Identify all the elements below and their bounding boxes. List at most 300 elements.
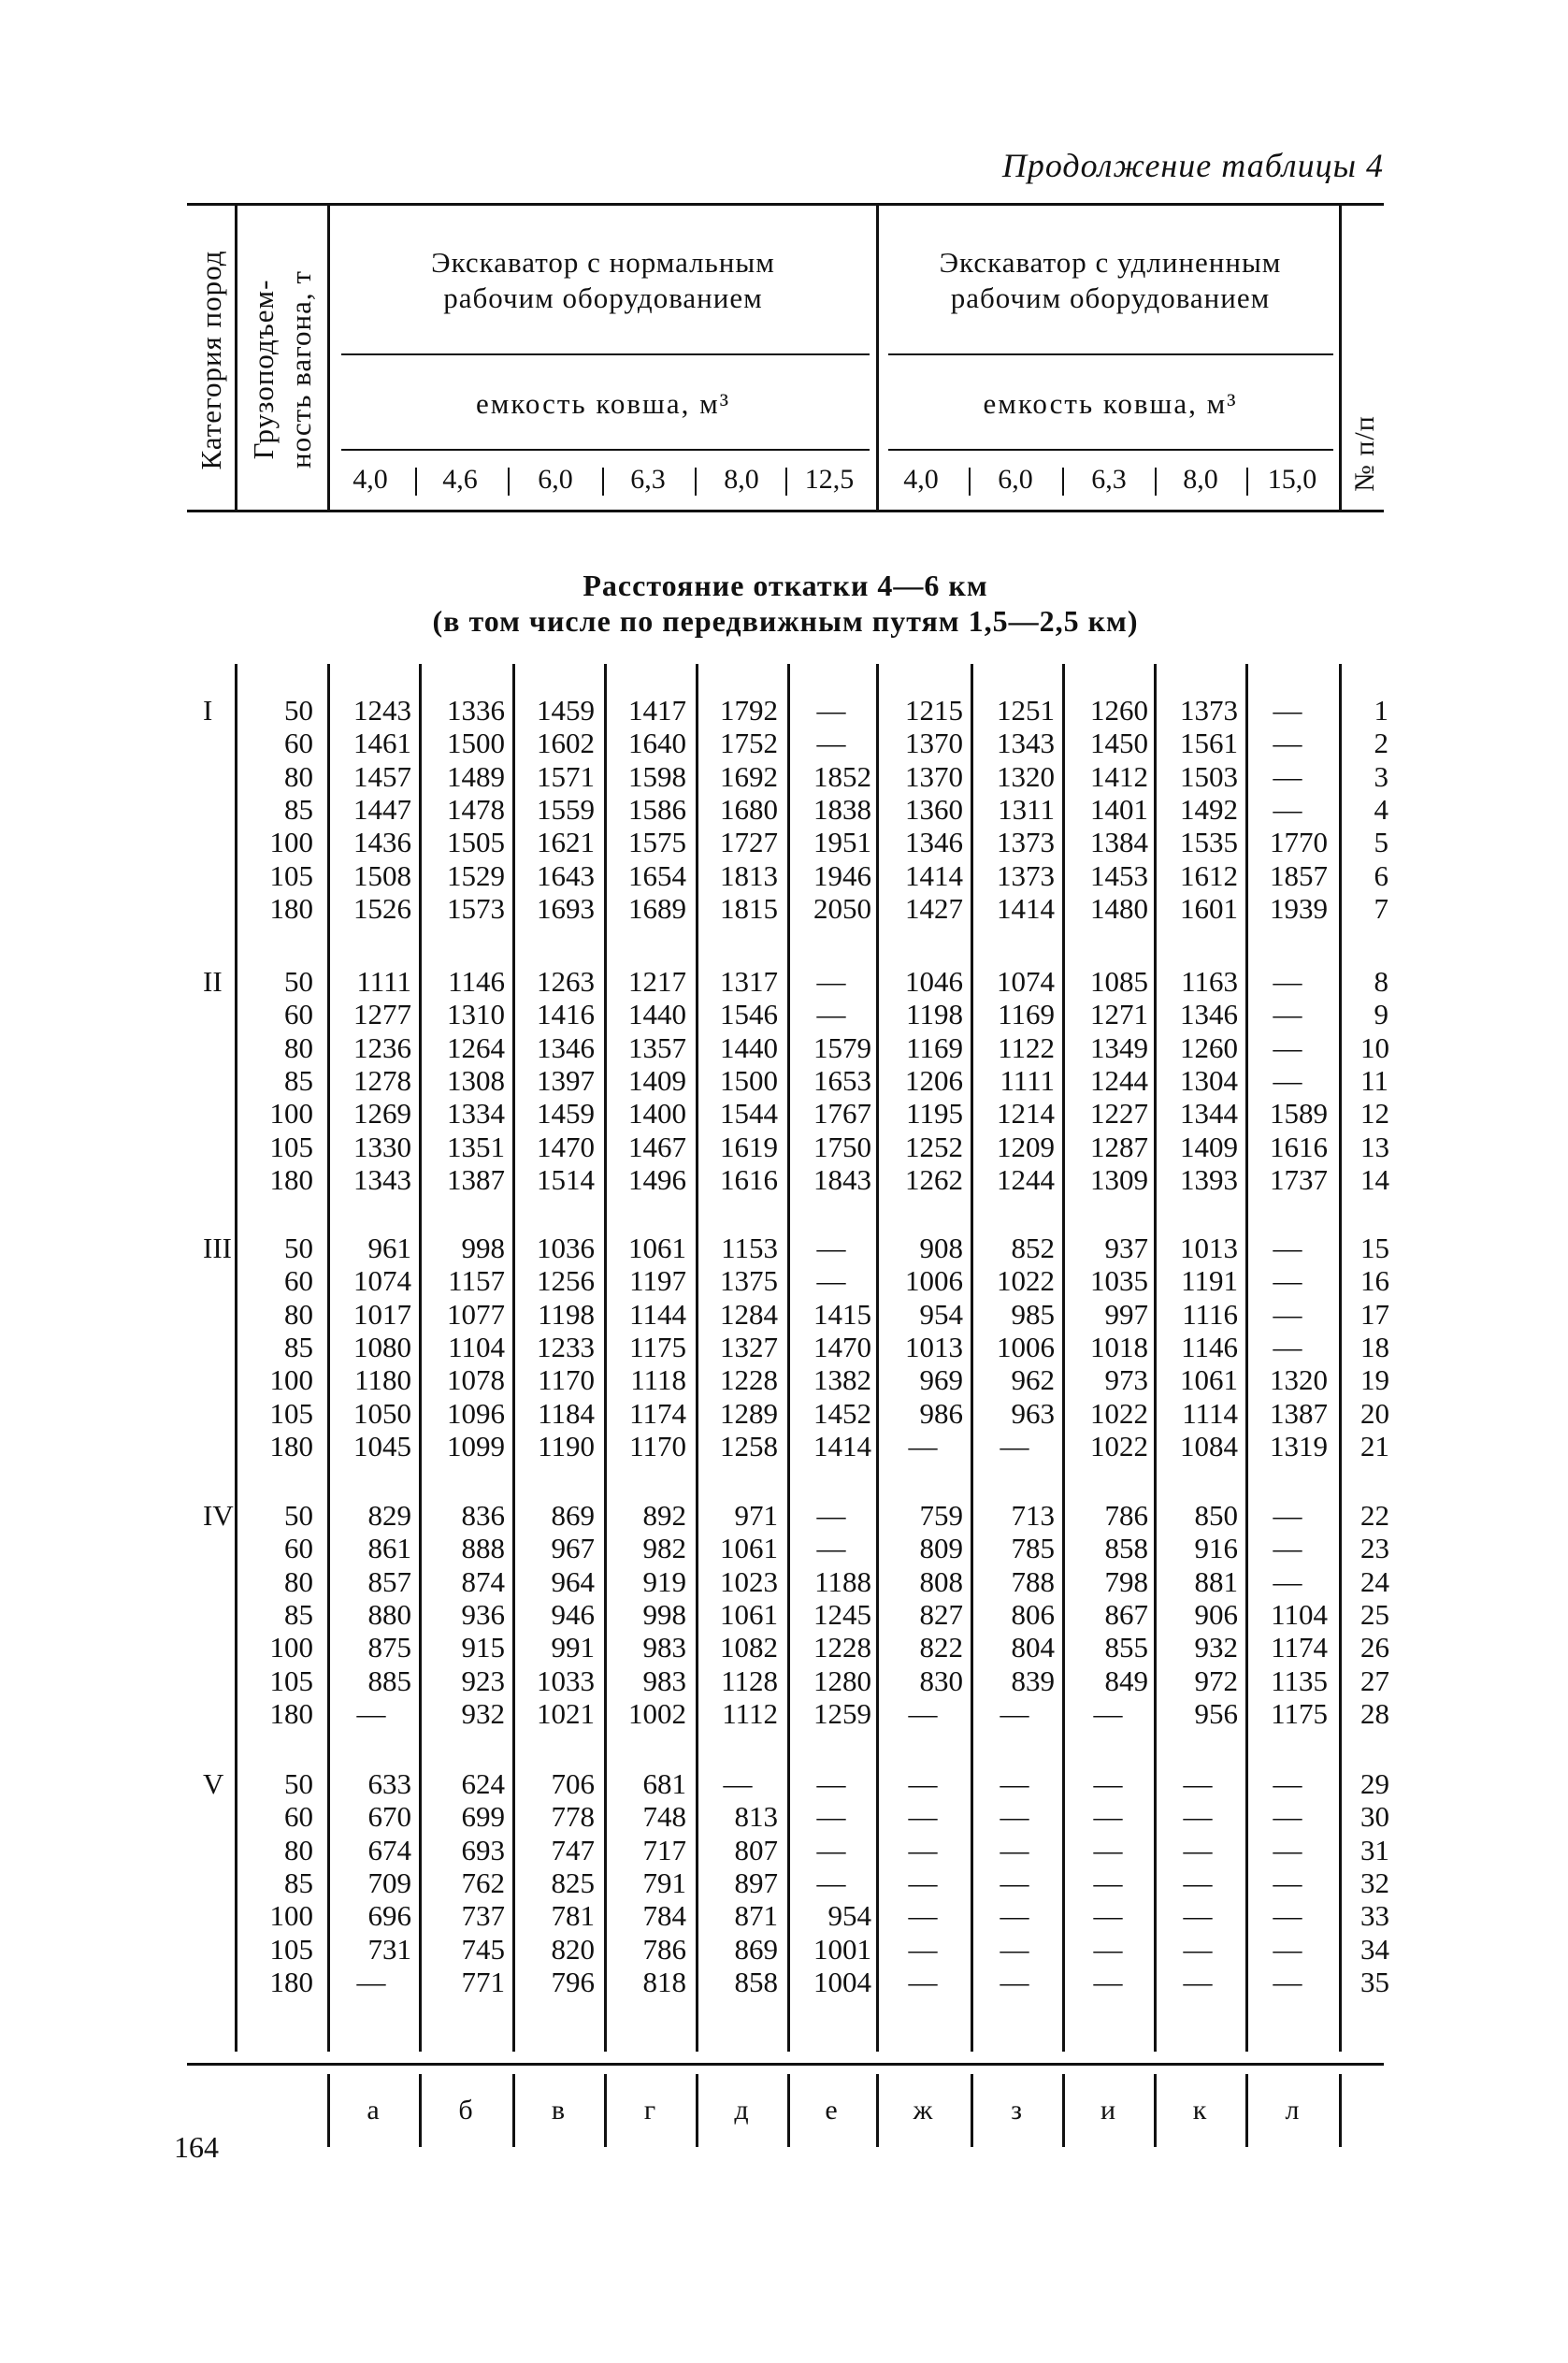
table-cell: 861 [367,1532,411,1565]
table-cell: 937 [1104,1232,1148,1264]
table-cell: 1228 [813,1631,871,1664]
table-cell: — [1273,1499,1302,1532]
table-cell: 1327 [720,1330,778,1363]
column-letter: ж [913,2095,933,2125]
table-cell: 748 [642,1800,686,1834]
table-cell: 1529 [447,858,505,892]
wagon-capacity-cell: 80 [284,1297,313,1331]
table-cell: 1287 [1090,1130,1148,1163]
table-cell: — [1273,1063,1302,1097]
table-cell: 1384 [1090,826,1148,859]
table-cell: 1427 [905,891,963,925]
group-normal-line2: рабочим оборудованием [443,281,763,314]
table-cell: 1492 [1180,792,1238,826]
column-divider [327,664,330,2052]
row-number-cell: 16 [1360,1264,1389,1298]
row-number-cell: 11 [1360,1063,1388,1097]
table-cell: 784 [642,1899,686,1933]
table-cell: 1111 [356,965,411,998]
table-cell: 696 [367,1899,411,1933]
table-cell: — [1273,1564,1302,1598]
wagon-capacity-cell: 180 [269,1429,313,1462]
table-cell: 1036 [537,1232,595,1264]
row-number-cell: 23 [1360,1532,1389,1565]
table-cell: 1021 [537,1696,595,1730]
table-cell: 1022 [997,1264,1055,1298]
table-cell: 717 [642,1833,686,1866]
table-cell: 1074 [353,1264,411,1298]
table-cell: — [356,1965,386,1998]
header-rule [888,449,1333,451]
wagon-capacity-cell: 60 [284,1264,313,1298]
table-cell: 1621 [537,826,595,859]
table-cell: 1260 [1180,1030,1238,1064]
column-letter: г [643,2095,656,2125]
column-letter: б [458,2095,473,2125]
table-cell: 1447 [353,792,411,826]
section-title-line2: (в том числе по передвижным путям 1,5—2,5 км) [432,604,1139,638]
table-cell: 1414 [905,858,963,892]
table-cell: 1085 [1090,965,1148,998]
table-cell: 1311 [998,792,1055,826]
table-cell: 1843 [813,1162,871,1196]
wagon-capacity-cell: 80 [284,1833,313,1866]
table-cell: 1373 [997,858,1055,892]
row-number-cell: 19 [1360,1363,1389,1397]
column-letter: а [367,2095,380,2125]
capacity-header-line1: Грузоподъем- [247,279,280,460]
table-cell: — [1093,1866,1123,1899]
table-cell: — [1273,1297,1302,1331]
table-cell: 1112 [722,1696,778,1730]
table-cell: — [816,694,846,727]
table-cell: 1397 [537,1063,595,1097]
table-cell: 1128 [721,1664,778,1697]
table-cell: 1174 [1271,1631,1328,1664]
table-cell: 1416 [537,998,595,1031]
page-number: 164 [174,2130,219,2164]
bucket-size-cell: 6,3 [1091,464,1127,495]
table-cell: 1169 [998,998,1055,1031]
table-cell: 869 [734,1932,778,1966]
wagon-capacity-cell: 50 [284,694,313,727]
table-cell: 1061 [628,1232,686,1264]
table-cell: 1336 [447,694,505,727]
table-cell: 778 [551,1800,595,1834]
table-cell: — [1093,1696,1123,1730]
row-number-cell: 18 [1360,1330,1389,1363]
table-cell: 857 [367,1564,411,1598]
bucket-size-separator [1155,468,1157,496]
table-cell: — [1183,1767,1213,1800]
table-cell: 1589 [1270,1097,1328,1131]
table-cell: 972 [1194,1664,1238,1697]
table-cell: 1573 [447,891,505,925]
table-cell: 737 [461,1899,505,1933]
table-cell: 849 [1104,1664,1148,1697]
wagon-capacity-cell: 60 [284,1532,313,1565]
row-number-cell: 8 [1374,965,1388,998]
table-cell: 962 [1011,1363,1055,1397]
table-cell: 932 [461,1696,505,1730]
row-number-cell: 9 [1374,998,1388,1031]
table-cell: 906 [1194,1597,1238,1631]
table-cell: 1310 [447,998,505,1031]
wagon-capacity-cell: 180 [269,891,313,925]
column-divider [876,664,879,2052]
wagon-capacity-cell: 180 [269,1965,313,1998]
table-cell: — [816,1499,846,1532]
table-cell: 1188 [814,1564,871,1598]
table-cell: 1546 [720,998,778,1031]
column-letter: л [1285,2095,1300,2125]
table-cell: 1227 [1090,1097,1148,1131]
table-cell: — [1093,1932,1123,1966]
table-cell: — [816,1532,846,1565]
table-cell: 1269 [353,1097,411,1131]
table-cell: 915 [461,1631,505,1664]
bucket-size-cell: 4,6 [442,464,478,495]
table-cell: 1330 [353,1130,411,1163]
table-cell: — [816,1232,846,1264]
table-cell: 1496 [628,1162,686,1196]
table-cell: 1575 [628,826,686,859]
table-cell: 1417 [628,694,686,727]
table-cell: — [1273,1532,1302,1565]
table-cell: 1616 [1270,1130,1328,1163]
table-cell: 1080 [353,1330,411,1363]
table-cell: 1195 [906,1097,963,1131]
row-number-cell: 14 [1360,1162,1389,1196]
table-cell: 1344 [1180,1097,1238,1131]
wagon-capacity-cell: 100 [269,1363,313,1397]
wagon-capacity-cell: 180 [269,1162,313,1196]
table-cell: — [1000,1696,1029,1730]
table-cell: — [908,1932,938,1966]
column-letter: в [551,2095,566,2125]
header-divider [235,203,237,512]
row-number-cell: 15 [1360,1232,1389,1264]
table-cell: 1077 [447,1297,505,1331]
column-letter: е [825,2095,838,2125]
table-cell: 888 [461,1532,505,1565]
table-cell: 850 [1194,1499,1238,1532]
table-cell: 1001 [813,1932,871,1966]
table-cell: 1939 [1270,891,1328,925]
row-number-cell: 24 [1360,1564,1389,1598]
table-cell: 788 [1011,1564,1055,1598]
header-rule [341,449,870,451]
table-cell: 1317 [720,965,778,998]
table-cell: — [908,1965,938,1998]
table-cell: 1693 [537,891,595,925]
table-cell: 1616 [720,1162,778,1196]
table-cell: 1508 [353,858,411,892]
column-letter-divider [971,2074,973,2147]
row-number-cell: 34 [1360,1932,1389,1966]
table-cell: 807 [734,1833,778,1866]
table-cell: — [1273,759,1302,793]
wagon-capacity-cell: 50 [284,1767,313,1800]
table-cell: 1792 [720,694,778,727]
table-cell: 809 [919,1532,963,1565]
table-cell: — [1000,1965,1029,1998]
table-cell: — [1000,1429,1029,1462]
table-cell: 1244 [997,1162,1055,1196]
table-cell: 1308 [447,1063,505,1097]
table-cell: 1334 [447,1097,505,1131]
table-cell: 1373 [1180,694,1238,727]
bucket-size-separator [1246,468,1248,496]
table-cell: 1251 [997,694,1055,727]
table-cell: 1228 [720,1363,778,1397]
row-number-cell: 13 [1360,1130,1389,1163]
table-cell: 1375 [720,1264,778,1298]
capacity-header-line2: ность вагона, т [284,270,317,468]
table-cell: 919 [642,1564,686,1598]
table-cell: 1680 [720,792,778,826]
table-cell: 674 [367,1833,411,1866]
wagon-capacity-cell: 85 [284,792,313,826]
table-cell: — [1183,1965,1213,1998]
row-number-cell: 17 [1360,1297,1389,1331]
table-cell: 1598 [628,759,686,793]
table-cell: — [1273,1833,1302,1866]
bucket-size-separator [695,468,697,496]
table-cell: 1271 [1090,998,1148,1031]
wagon-capacity-cell: 50 [284,965,313,998]
table-cell: 998 [642,1597,686,1631]
table-cell: — [1273,792,1302,826]
table-cell: 1752 [720,727,778,760]
table-cell: 1074 [997,965,1055,998]
wagon-capacity-cell: 100 [269,1631,313,1664]
table-cell: 670 [367,1800,411,1834]
table-cell: — [356,1696,386,1730]
table-cell: 1387 [1270,1396,1328,1430]
table-cell: 1033 [537,1664,595,1697]
bucket-size-separator [1062,468,1064,496]
table-cell: — [908,1429,938,1462]
table-cell: 881 [1194,1564,1238,1598]
table-cell: 1767 [813,1097,871,1131]
table-cell: 1559 [537,792,595,826]
table-cell: 839 [1011,1664,1055,1697]
table-cell: — [816,965,846,998]
table-cell: 1256 [537,1264,595,1298]
table-cell: 991 [551,1631,595,1664]
table-cell: 1505 [447,826,505,859]
bucket-size-cell: 6,0 [998,464,1033,495]
table-cell: — [816,1800,846,1834]
table-cell: 1692 [720,759,778,793]
table-cell: 986 [919,1396,963,1430]
bucket-size-separator [415,468,417,496]
table-cell: — [1273,998,1302,1031]
wagon-capacity-cell: 80 [284,1030,313,1064]
table-cell: — [816,1264,846,1298]
table-cell: 786 [642,1932,686,1966]
table-cell: 1500 [447,727,505,760]
column-letter: к [1192,2095,1207,2125]
table-cell: 1346 [537,1030,595,1064]
column-letter-divider [787,2074,790,2147]
table-cell: 709 [367,1866,411,1899]
table-cell: 1409 [628,1063,686,1097]
table-cell: 1023 [720,1564,778,1598]
table-cell: 786 [1104,1499,1148,1532]
table-cell: 825 [551,1866,595,1899]
wagon-capacity-cell: 105 [269,858,313,892]
row-number-cell: 29 [1360,1767,1389,1800]
table-cell: 1360 [905,792,963,826]
table-cell: 1343 [997,727,1055,760]
table-cell: 1175 [1271,1696,1328,1730]
table-cell: — [1093,1800,1123,1834]
column-letter-divider [696,2074,698,2147]
table-cell: 1061 [1180,1363,1238,1397]
table-cell: 1013 [1180,1232,1238,1264]
table-cell: 1146 [1181,1330,1238,1363]
table-cell: 1467 [628,1130,686,1163]
table-cell: 1175 [629,1330,686,1363]
category-header: Категория пород [194,250,227,470]
row-number-cell: 4 [1374,792,1388,826]
table-cell: 1500 [720,1063,778,1097]
table-cell: 1046 [905,965,963,998]
group-normal-line1: Экскаватор с нормальным [431,246,775,279]
table-cell: — [1273,1800,1302,1834]
table-cell: 923 [461,1664,505,1697]
table-cell: 1061 [720,1532,778,1565]
table-cell: 1343 [353,1162,411,1196]
table-cell: 1084 [1180,1429,1238,1462]
table-cell: — [1273,965,1302,998]
table-cell: 1370 [905,759,963,793]
table-cell: 1198 [538,1297,595,1331]
table-cell: 1122 [998,1030,1055,1064]
table-cell: 1191 [1181,1264,1238,1298]
table-cell: 880 [367,1597,411,1631]
table-cell: 1453 [1090,858,1148,892]
table-cell: 1045 [353,1429,411,1462]
column-letter-divider [1154,2074,1157,2147]
header-bottom-rule [187,510,1384,512]
table-cell: 1309 [1090,1162,1148,1196]
table-cell: 954 [919,1297,963,1331]
table-cell: 1535 [1180,826,1238,859]
table-cell: 771 [461,1965,505,1998]
wagon-capacity-cell: 105 [269,1396,313,1430]
table-cell: 954 [827,1899,871,1933]
table-cell: 1601 [1180,891,1238,925]
table-cell: — [723,1767,753,1800]
table-cell: 829 [367,1499,411,1532]
table-cell: 759 [919,1499,963,1532]
table-cell: 1082 [720,1631,778,1664]
bucket-size-cell: 8,0 [724,464,759,495]
table-cell: 1571 [537,759,595,793]
table-cell: 1480 [1090,891,1148,925]
table-cell: 1209 [997,1130,1055,1163]
table-cell: 1118 [630,1363,686,1397]
column-letter-divider [419,2074,422,2147]
table-cell: 1440 [628,998,686,1031]
column-divider [235,664,237,2052]
row-number-cell: 33 [1360,1899,1389,1933]
table-cell: 1169 [906,1030,963,1064]
table-cell: — [908,1800,938,1834]
table-cell: 1104 [448,1330,505,1363]
table-cell: 1002 [628,1696,686,1730]
table-cell: 1114 [1182,1396,1238,1430]
row-number-cell: 5 [1374,826,1388,859]
table-cell: 982 [642,1532,686,1565]
table-cell: 1400 [628,1097,686,1131]
table-cell: 1770 [1270,826,1328,859]
table-cell: 932 [1194,1631,1238,1664]
table-cell: 1436 [353,826,411,859]
table-cell: 706 [551,1767,595,1800]
table-cell: — [1093,1767,1123,1800]
table-cell: 998 [461,1232,505,1264]
wagon-capacity-cell: 180 [269,1696,313,1730]
category-label: I [203,694,213,727]
table-cell: 1450 [1090,727,1148,760]
table-cell: 983 [642,1631,686,1664]
table-cell: 1184 [538,1396,595,1430]
table-cell: 1457 [353,759,411,793]
table-cell: 1289 [720,1396,778,1430]
table-cell: — [1000,1932,1029,1966]
table-cell: 1013 [905,1330,963,1363]
wagon-capacity-cell: 50 [284,1232,313,1264]
table-cell: 813 [734,1800,778,1834]
column-letter-divider [876,2074,879,2147]
table-cell: — [1273,1866,1302,1899]
table-cell: 1393 [1180,1162,1238,1196]
table-cell: 1401 [1090,792,1148,826]
table-cell: 820 [551,1932,595,1966]
table-cell: 745 [461,1932,505,1966]
table-cell: 1116 [1182,1297,1238,1331]
table-cell: — [1000,1767,1029,1800]
table-cell: 1602 [537,727,595,760]
table-cell: — [1273,1965,1302,1998]
row-number-cell: 30 [1360,1800,1389,1834]
column-letter-divider [512,2074,515,2147]
table-cell: 1263 [537,965,595,998]
group-normal-title [337,245,870,316]
number-header: № п/п [1349,415,1380,492]
table-cell: 858 [1104,1532,1148,1565]
table-cell: 1236 [353,1030,411,1064]
table-cell: 1813 [720,858,778,892]
table-cell: 1170 [538,1363,595,1397]
table-cell: 827 [919,1597,963,1631]
wagon-capacity-cell: 80 [284,1564,313,1598]
table-cell: 897 [734,1866,778,1899]
header-rule [888,353,1333,355]
table-cell: 1035 [1090,1264,1148,1298]
table-cell: 1104 [1271,1597,1328,1631]
column-letter: и [1100,2095,1116,2125]
table-cell: 1180 [354,1363,411,1397]
row-number-cell: 32 [1360,1866,1389,1899]
table-cell: 1135 [1271,1664,1328,1697]
table-cell: 1737 [1270,1162,1328,1196]
table-cell: — [908,1866,938,1899]
